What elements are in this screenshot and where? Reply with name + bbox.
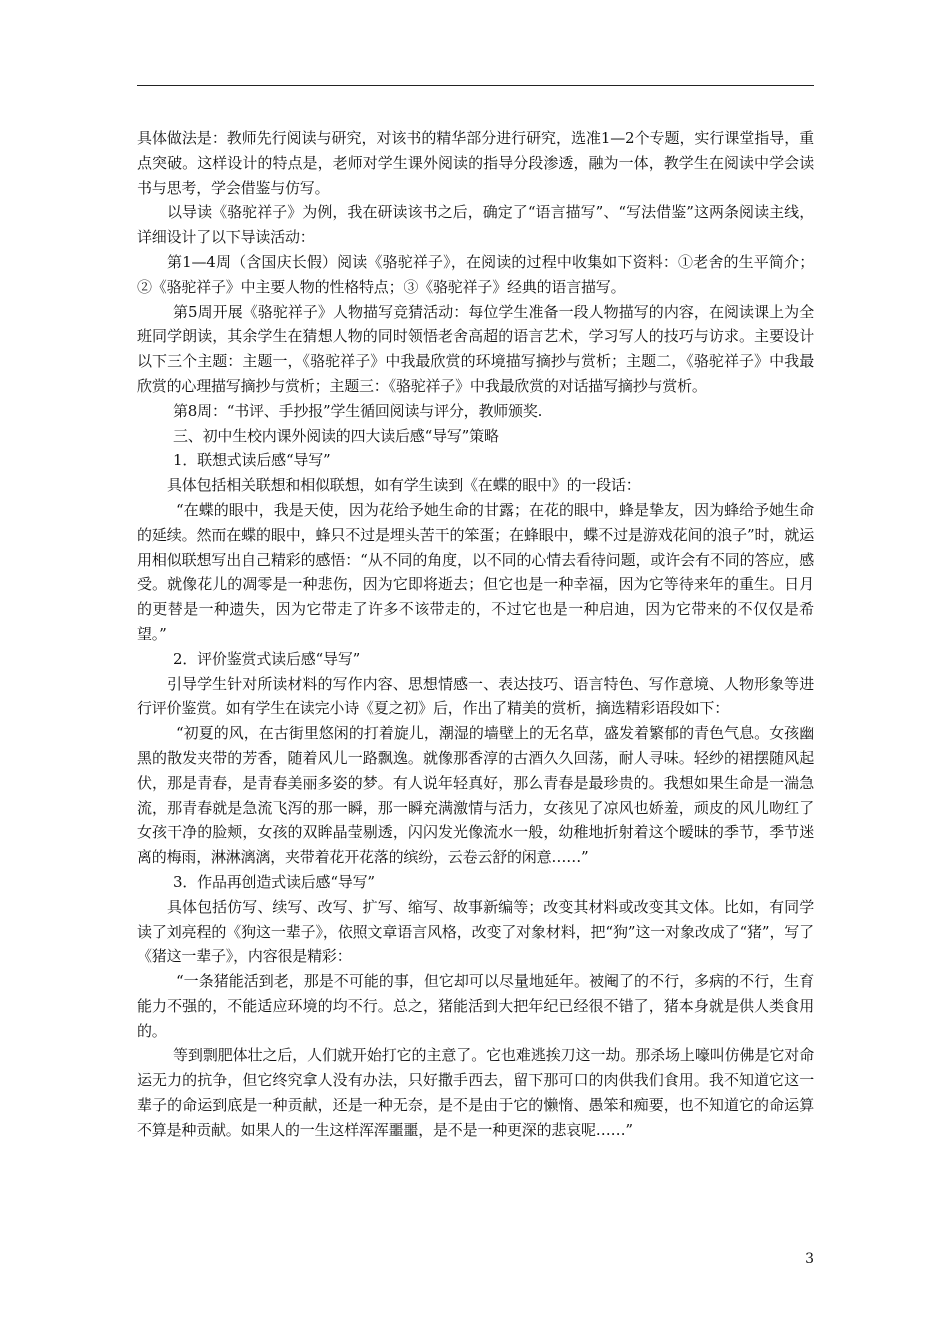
quote-pig-2: 等到剽肥体壮之后，人们就开始打它的主意了。它也难逃挨刀这一劫。那杀场上嚎叫仿佛是它对命运无力的抗争，但它终究拿人没有办法，只好撒手西去，留下那可口的肉供我们食用。我不知道它这一辈子的命运到底是一种贡献，还是一种无奈，是不是由于它的懒惰、愚笨和痴要，也不知道它的命运算不算是种贡献。如果人的一生这样浑浑噩噩，是不是一种更深的悲哀呢……” [137,1046,814,1139]
paragraph-method: 具体做法是：教师先行阅读与研究，对该书的精华部分进行研究，选准1—2个专题，实行课堂指导，重点突破。这样设计的特点是，老师对学生课外阅读的指导分段渗透，融为一体，教学生在阅读中学会读书与思考，学会借鉴与仿写。 [137,129,814,197]
header-rule [137,85,814,86]
paragraph-appreciation: 引导学生针对所读材料的写作内容、思想情感一、表达技巧、语言特色、写作意境、人物形象等进行评价鉴赏。如有学生在读完小诗《夏之初》后，作出了精美的赏析，摘选精彩语段如下： [137,674,814,718]
paragraph-example-intro: 以导读《骆驼祥子》为例，我在研读该书之后，确定了“语言描写”、“写法借鉴”这两条阅读主线，详细设计了以下导读活动： [137,203,814,247]
subheading-1: 1．联想式读后感“导写” [173,451,331,470]
quote-butterfly: “在蝶的眼中，我是天使，因为花给予她生命的甘露；在花的眼中，蜂是挚友，因为蜂给予她生命的延续。然而在蝶的眼中，蜂只不过是埋头苦干的笨蛋；在蜂眼中，蝶不过是游戏花间的浪子”时，就运用相似联想写出自己精彩的感悟：“从不同的角度，以不同的心情去看待问题，或许会有不同的答应，感受。就像花儿的凋零是一种悲伤，因为它即将逝去；但它也是一种幸福，因为它等待来年的重生。日月的更替是一种遗失，因为它带走了许多不该带走的，不过它也是一种启迪，因为它带来的不仅仅是希望。” [137,500,814,643]
subheading-3: 3．作品再创造式读后感“导写” [173,872,375,891]
quote-early-summer: “初夏的风，在古街里悠闲的打着旋儿，潮湿的墙壁上的无名草，盛发着繁郁的青色气息。女孩幽黑的散发夹带的芳香，随着风儿一路飘逸。就像那香淳的古酒久久回荡，耐人寻味。轻纱的裙摆随风起伏，那是青春，是青春美丽多姿的梦。有人说年轻真好，那么青春是最珍贵的。我想如果生命是一湍急流，那青春就是急流飞泻的那一瞬，那一瞬充满激情与活力，女孩见了凉风也娇羞，顽皮的风儿吻红了女孩干净的脸颊，女孩的双眸晶莹剔透，闪闪发光像流水一般，幼稚地折射着这个暧昧的季节，季节迷离的梅雨，淋淋漓漓，夹带着花开花落的缤纷，云卷云舒的闲意……” [137,724,814,867]
paragraph-association: 具体包括相关联想和相似联想，如有学生读到《在蝶的眼中》的一段话： [167,476,641,495]
paragraph-week-5: 第5周开展《骆驼祥子》人物描写竞猜活动：每位学生准备一段人物描写的内容，在阅读课上为全班同学朗读，其余学生在猜想人物的同时领悟老舍高超的语言艺术，学习写人的技巧与访求。主要设计以下三个主题：主题一，《骆驼祥子》中我最欣赏的环境描写摘抄与赏析；主题二，《骆驼祥子》中我最欣赏的心理描写摘抄与赏析；主题三：《骆驼祥子》中我最欣赏的对话描写摘抄与赏析。 [137,302,814,395]
section-heading-3: 三、初中生校内课外阅读的四大读后感“导写”策略 [173,426,499,445]
paragraph-week-1-4: 第1—4周（含国庆长假）阅读《骆驼祥子》，在阅读的过程中收集如下资料：①老舍的生平简介；②《骆驼祥子》中主要人物的性格特点；③《骆驼祥子》经典的语言描写。 [137,252,814,296]
page-number: 3 [805,1251,814,1267]
subheading-2: 2．评价鉴赏式读后感“导写” [173,649,361,668]
paragraph-recreation: 具体包括仿写、续写、改写、扩写、缩写、故事新编等；改变其材料或改变其文体。比如，有同学读了刘亮程的《狗这一辈子》，依照文章语言风格，改变了对象材料，把“狗”这一对象改成了“猪”，写了《猪这一辈子》，内容很是精彩： [137,897,814,966]
paragraph-week-8: 第8周：“书评、手抄报”学生循回阅读与评分，教师颁奖. [173,401,543,420]
document-body [137,126,814,1143]
quote-pig-1: “一条猪能活到老，那是不可能的事，但它却可以尽量地延年。被阉了的不行，多病的不行，生育能力不强的，不能适应环境的均不行。总之，猪能活到大把年纪已经很不错了，猪本身就是供人类食用的。 [137,972,814,1040]
